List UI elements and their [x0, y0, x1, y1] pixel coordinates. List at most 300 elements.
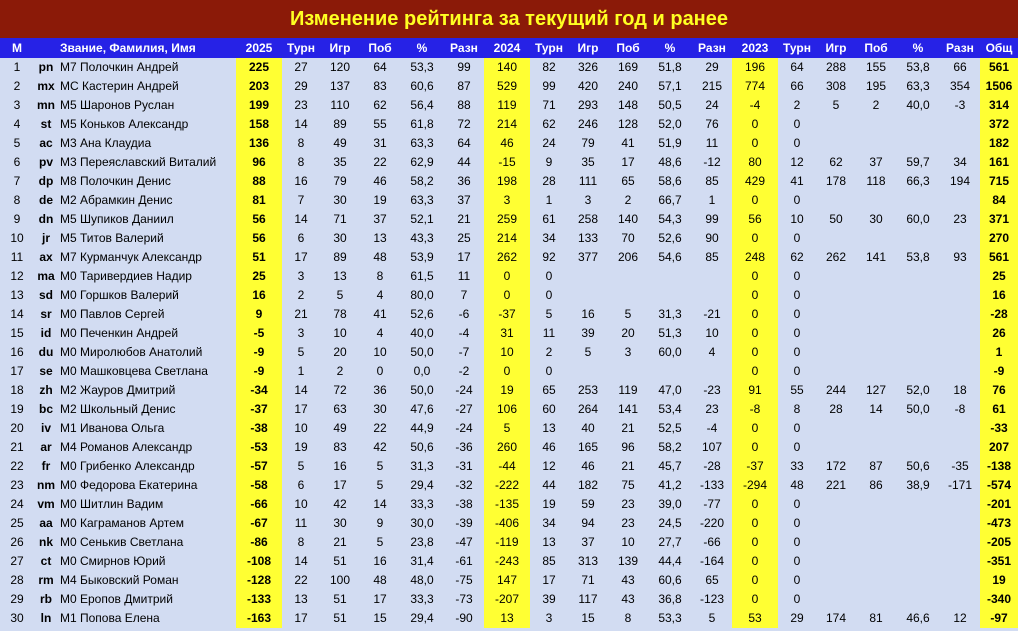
table-cell [940, 495, 980, 514]
table-cell: М0 Еропов Дмитрий [60, 592, 173, 606]
column-header: Игр [816, 38, 856, 58]
column-header: Турн [530, 38, 568, 58]
table-cell: 31 [484, 324, 530, 343]
table-cell: -57 [236, 457, 282, 476]
table-cell: -66 [703, 535, 721, 549]
table-cell: 51,3 [658, 326, 682, 340]
table-cell: pn [38, 60, 54, 74]
table-cell: nk [38, 535, 53, 549]
table-cell: 3 [545, 611, 553, 625]
table-cell: 8 [297, 136, 305, 150]
table-cell: 54,6 [658, 250, 682, 264]
table-cell: 165 [577, 440, 599, 454]
table-cell: М5 Шаронов Руслан [60, 98, 175, 112]
table-cell: 377 [577, 250, 599, 264]
table-cell: 36,8 [658, 592, 682, 606]
table-cell: 25 [10, 516, 24, 530]
table-cell: 20 [621, 326, 635, 340]
table-cell: 89 [333, 250, 347, 264]
table-cell: -4 [706, 421, 718, 435]
table-cell: 133 [577, 231, 599, 245]
table-cell: -90 [455, 611, 473, 625]
table-cell: 206 [617, 250, 639, 264]
column-header: Игр [320, 38, 360, 58]
table-cell: -243 [484, 552, 530, 571]
table-cell: 16 [581, 307, 595, 321]
table-cell: 36 [373, 383, 387, 397]
table-cell: 147 [484, 571, 530, 590]
table-cell: 96 [236, 153, 282, 172]
table-cell [856, 571, 896, 590]
table-cell: 8 [624, 611, 632, 625]
table-cell [568, 362, 608, 381]
table-cell: 137 [329, 79, 351, 93]
table-cell: 1 [297, 364, 305, 378]
table-cell: 23 [621, 516, 635, 530]
table-cell [816, 324, 856, 343]
table-cell [856, 552, 896, 571]
table-cell: М1 Попова Елена [60, 611, 160, 625]
table-cell: 11 [457, 269, 471, 283]
table-row [0, 381, 1018, 400]
table-cell [896, 495, 940, 514]
column-header: 2025 [236, 38, 282, 58]
table-cell: -34 [236, 381, 282, 400]
table-cell [940, 191, 980, 210]
table-cell: 58,6 [658, 174, 682, 188]
table-cell: 258 [577, 212, 599, 226]
table-cell: 0 [732, 438, 778, 457]
table-cell: 99 [457, 60, 471, 74]
table-cell [896, 229, 940, 248]
table-cell: 215 [701, 79, 723, 93]
table-cell: -119 [484, 533, 530, 552]
table-cell: 8 [13, 193, 21, 207]
table-cell: 52,6 [658, 231, 682, 245]
column-header: Разн [692, 38, 732, 58]
table-cell: 15 [10, 326, 24, 340]
table-cell [896, 362, 940, 381]
table-cell: 9 [376, 516, 384, 530]
table-cell: М3 Переяславский Виталий [60, 155, 217, 169]
table-cell [856, 419, 896, 438]
table-cell: 60,0 [658, 345, 682, 359]
table-cell: 0 [732, 305, 778, 324]
table-cell: 27 [10, 554, 24, 568]
table-cell [856, 267, 896, 286]
table-cell: 58,2 [410, 174, 434, 188]
table-cell: 23 [10, 478, 24, 492]
table-cell: 83 [373, 79, 387, 93]
table-cell: 63,3 [410, 193, 434, 207]
table-cell: -164 [699, 554, 725, 568]
table-cell: 64 [790, 60, 804, 74]
column-header [34, 38, 58, 58]
table-cell: М1 Иванова Ольга [60, 421, 165, 435]
table-cell: -67 [236, 514, 282, 533]
table-cell: 0 [732, 495, 778, 514]
table-cell: 62 [829, 155, 843, 169]
table-cell: -3 [954, 98, 966, 112]
table-cell: М2 Абрамкин Денис [60, 193, 173, 207]
table-row [0, 400, 1018, 419]
table-cell: 53,9 [410, 250, 434, 264]
table-cell: 0 [545, 288, 553, 302]
table-cell: 22 [294, 573, 308, 587]
table-cell: 43,3 [410, 231, 434, 245]
table-cell: 13 [294, 592, 308, 606]
table-cell: 11 [10, 250, 24, 264]
table-cell [692, 362, 732, 381]
table-cell [608, 362, 648, 381]
table-cell: М0 Каграманов Артем [60, 516, 185, 530]
table-row [0, 172, 1018, 191]
table-cell: 9 [545, 155, 553, 169]
table-cell: 5 [624, 307, 632, 321]
table-cell: 96 [621, 440, 635, 454]
table-cell: 16 [373, 554, 387, 568]
table-cell: mx [37, 79, 55, 93]
table-cell: 80,0 [410, 288, 434, 302]
table-cell: 0 [732, 134, 778, 153]
table-cell: 2 [336, 364, 344, 378]
table-cell: 140 [617, 212, 639, 226]
table-row [0, 115, 1018, 134]
table-body [0, 58, 1018, 628]
table-cell: 169 [617, 60, 639, 74]
table-cell: 5 [545, 307, 553, 321]
table-cell [816, 552, 856, 571]
table-cell: 0 [793, 193, 801, 207]
table-cell: 420 [577, 79, 599, 93]
table-row [0, 191, 1018, 210]
table-cell: 313 [577, 554, 599, 568]
table-cell: -28 [703, 459, 721, 473]
table-cell: 23 [294, 98, 308, 112]
table-cell: 262 [484, 248, 530, 267]
table-cell: 0 [732, 229, 778, 248]
table-cell: 51 [333, 611, 347, 625]
table-cell: 46,6 [906, 611, 930, 625]
table-cell: 64 [373, 60, 387, 74]
table-cell: 2 [545, 345, 553, 359]
table-cell [940, 533, 980, 552]
table-cell: ar [40, 440, 52, 454]
table-cell: -35 [951, 459, 969, 473]
table-cell: 148 [617, 98, 639, 112]
table-cell: 18 [953, 383, 967, 397]
table-cell: 14 [294, 212, 308, 226]
table-cell: 372 [980, 115, 1018, 134]
table-cell: М4 Быковский Роман [60, 573, 179, 587]
table-cell: 0 [793, 307, 801, 321]
table-row [0, 286, 1018, 305]
table-cell: 46 [373, 174, 387, 188]
table-cell: 14 [373, 497, 387, 511]
table-cell: 1 [13, 60, 21, 74]
table-cell: 12 [542, 459, 556, 473]
table-cell: -58 [236, 476, 282, 495]
table-cell: 65 [542, 383, 556, 397]
table-cell: bc [38, 402, 53, 416]
table-cell [940, 590, 980, 609]
table-cell: 111 [578, 174, 598, 188]
table-cell: 5 [832, 98, 840, 112]
table-cell: -61 [455, 554, 473, 568]
table-cell: -12 [703, 155, 721, 169]
table-cell: 52,0 [658, 117, 682, 131]
table-cell: 4 [376, 288, 384, 302]
table-cell: 99 [542, 79, 556, 93]
table-cell: 117 [578, 592, 598, 606]
table-cell: 29,4 [410, 611, 434, 625]
table-cell: 529 [484, 77, 530, 96]
table-cell [856, 324, 896, 343]
table-cell: 127 [865, 383, 887, 397]
table-cell: 33,3 [410, 592, 434, 606]
table-cell: 119 [618, 383, 638, 397]
table-cell: 119 [484, 96, 530, 115]
table-cell [856, 533, 896, 552]
table-cell: 0 [793, 497, 801, 511]
table-cell: -33 [980, 419, 1018, 438]
table-cell: 29 [790, 611, 804, 625]
table-row [0, 134, 1018, 153]
table-cell: 774 [732, 77, 778, 96]
table-cell: 0 [484, 362, 530, 381]
table-cell [940, 571, 980, 590]
table-cell: М0 Шитлин Вадим [60, 497, 164, 511]
table-cell: 0 [732, 419, 778, 438]
table-cell: 52,5 [658, 421, 682, 435]
table-cell: 36 [457, 174, 471, 188]
table-cell [816, 305, 856, 324]
table-cell [940, 324, 980, 343]
table-cell: -222 [484, 476, 530, 495]
table-cell: 21 [333, 535, 347, 549]
table-cell: 259 [484, 210, 530, 229]
table-cell: 13 [333, 269, 347, 283]
table-cell: 0 [793, 269, 801, 283]
table-cell: 66 [790, 79, 804, 93]
table-cell [856, 514, 896, 533]
table-cell: -133 [236, 590, 282, 609]
table-cell: -220 [699, 516, 725, 530]
table-cell: 16 [980, 286, 1018, 305]
column-header: % [648, 38, 692, 58]
table-cell: 60,6 [658, 573, 682, 587]
column-header: 2024 [484, 38, 530, 58]
table-cell: -38 [236, 419, 282, 438]
table-cell: pv [38, 155, 53, 169]
table-cell: 58,2 [658, 440, 682, 454]
table-cell: -66 [236, 495, 282, 514]
table-cell: 139 [617, 554, 639, 568]
table-cell: dp [38, 174, 54, 188]
table-cell: 5 [13, 136, 21, 150]
table-cell: 80 [732, 153, 778, 172]
table-cell: 48 [373, 573, 387, 587]
table-cell [816, 229, 856, 248]
table-cell: М0 Миролюбов Анатолий [60, 345, 203, 359]
table-cell: 85 [705, 250, 719, 264]
table-cell: 158 [236, 115, 282, 134]
table-cell [816, 286, 856, 305]
table-cell: 66,3 [906, 174, 930, 188]
table-cell: 136 [236, 134, 282, 153]
table-cell: 84 [980, 191, 1018, 210]
column-header: % [896, 38, 940, 58]
table-cell: 0 [732, 343, 778, 362]
table-cell: 30 [333, 193, 347, 207]
table-cell: 51,9 [658, 136, 682, 150]
table-cell [896, 590, 940, 609]
table-cell: -37 [484, 305, 530, 324]
table-cell: 0 [732, 286, 778, 305]
table-cell: 61 [980, 400, 1018, 419]
table-cell: 4 [13, 117, 21, 131]
table-cell: 13 [373, 231, 387, 245]
table-cell: 29 [294, 79, 308, 93]
column-header: М [0, 38, 34, 58]
table-cell: 85 [542, 554, 556, 568]
table-cell: 60,6 [410, 79, 434, 93]
table-cell: -9 [980, 362, 1018, 381]
table-cell: 21 [457, 212, 471, 226]
table-cell: -135 [484, 495, 530, 514]
table-cell: 10 [373, 345, 387, 359]
table-cell: 21 [621, 421, 635, 435]
table-cell: 26 [980, 324, 1018, 343]
table-cell: 19 [10, 402, 24, 416]
table-cell [856, 134, 896, 153]
table-cell: 79 [581, 136, 595, 150]
table-cell: 59 [581, 497, 595, 511]
table-cell: 76 [705, 117, 719, 131]
table-cell: 0 [732, 552, 778, 571]
table-cell [648, 286, 692, 305]
table-cell: 71 [333, 212, 347, 226]
table-cell: 13 [542, 421, 556, 435]
table-cell: ax [39, 250, 53, 264]
table-cell: -31 [455, 459, 473, 473]
table-cell: 221 [825, 478, 847, 492]
table-cell: 1 [545, 193, 553, 207]
table-cell: 88 [457, 98, 471, 112]
table-cell: -28 [980, 305, 1018, 324]
table-cell: 34 [542, 516, 556, 530]
table-cell: 17 [333, 478, 347, 492]
table-cell: 314 [980, 96, 1018, 115]
table-cell: 44 [457, 155, 471, 169]
table-cell: -574 [980, 476, 1018, 495]
table-cell: 0 [793, 573, 801, 587]
table-row [0, 590, 1018, 609]
table-cell: 47,6 [410, 402, 434, 416]
table-cell: 0 [793, 136, 801, 150]
table-cell: 52,1 [410, 212, 434, 226]
table-cell: 0 [484, 267, 530, 286]
table-cell: 75 [621, 478, 635, 492]
table-cell: 2 [624, 193, 632, 207]
table-cell: -123 [699, 592, 725, 606]
table-cell: 23 [953, 212, 967, 226]
table-cell: -7 [458, 345, 470, 359]
table-cell: -8 [732, 400, 778, 419]
table-cell: 10 [705, 326, 719, 340]
table-cell: 30 [10, 611, 24, 625]
table-cell: 5 [297, 345, 305, 359]
table-cell: 0 [793, 326, 801, 340]
table-cell [940, 343, 980, 362]
table-cell: 87 [869, 459, 883, 473]
table-cell: -207 [484, 590, 530, 609]
table-row [0, 267, 1018, 286]
table-cell: 46 [484, 134, 530, 153]
table-cell: 17 [10, 364, 24, 378]
table-cell: 26 [10, 535, 24, 549]
table-cell: 31,3 [658, 307, 682, 321]
table-cell: st [40, 117, 52, 131]
table-cell: 66,7 [658, 193, 682, 207]
table-cell: ma [37, 269, 55, 283]
table-cell: 6 [13, 155, 21, 169]
table-cell [940, 134, 980, 153]
table-cell: М2 Жауров Дмитрий [60, 383, 176, 397]
table-cell: -97 [980, 609, 1018, 628]
table-cell: 248 [732, 248, 778, 267]
table-cell [896, 267, 940, 286]
table-cell [692, 267, 732, 286]
table-cell [896, 419, 940, 438]
table-cell: 0 [732, 115, 778, 134]
table-cell: 38,9 [906, 478, 930, 492]
table-cell: 5 [297, 459, 305, 473]
table-cell: 293 [577, 98, 599, 112]
table-cell: 50,0 [906, 402, 930, 416]
table-row [0, 77, 1018, 96]
table-cell: 18 [10, 383, 24, 397]
table-cell: М7 Курманчук Александр [60, 250, 202, 264]
table-row [0, 571, 1018, 590]
table-cell: 46 [581, 459, 595, 473]
page-title: Изменение рейтинга за текущий год и ранее [0, 0, 1018, 38]
table-cell: 71 [542, 98, 556, 112]
table-cell: 9 [13, 212, 21, 226]
table-cell: 34 [953, 155, 967, 169]
table-cell: 45,7 [658, 459, 682, 473]
table-cell: 79 [333, 174, 347, 188]
table-cell: 52,0 [906, 383, 930, 397]
table-cell: 10 [484, 343, 530, 362]
table-cell: -201 [980, 495, 1018, 514]
table-cell: 0,0 [413, 364, 431, 378]
table-cell [856, 191, 896, 210]
table-cell: -32 [455, 478, 473, 492]
table-cell: 19 [980, 571, 1018, 590]
table-cell: 85 [705, 174, 719, 188]
table-cell: 15 [373, 611, 387, 625]
table-cell: -8 [954, 402, 966, 416]
table-cell: 48 [373, 250, 387, 264]
table-cell: 429 [732, 172, 778, 191]
table-cell: 110 [330, 98, 350, 112]
table-cell [940, 514, 980, 533]
table-cell: 51,8 [658, 60, 682, 74]
table-cell: 42 [373, 440, 387, 454]
table-cell: -53 [236, 438, 282, 457]
table-cell [940, 362, 980, 381]
